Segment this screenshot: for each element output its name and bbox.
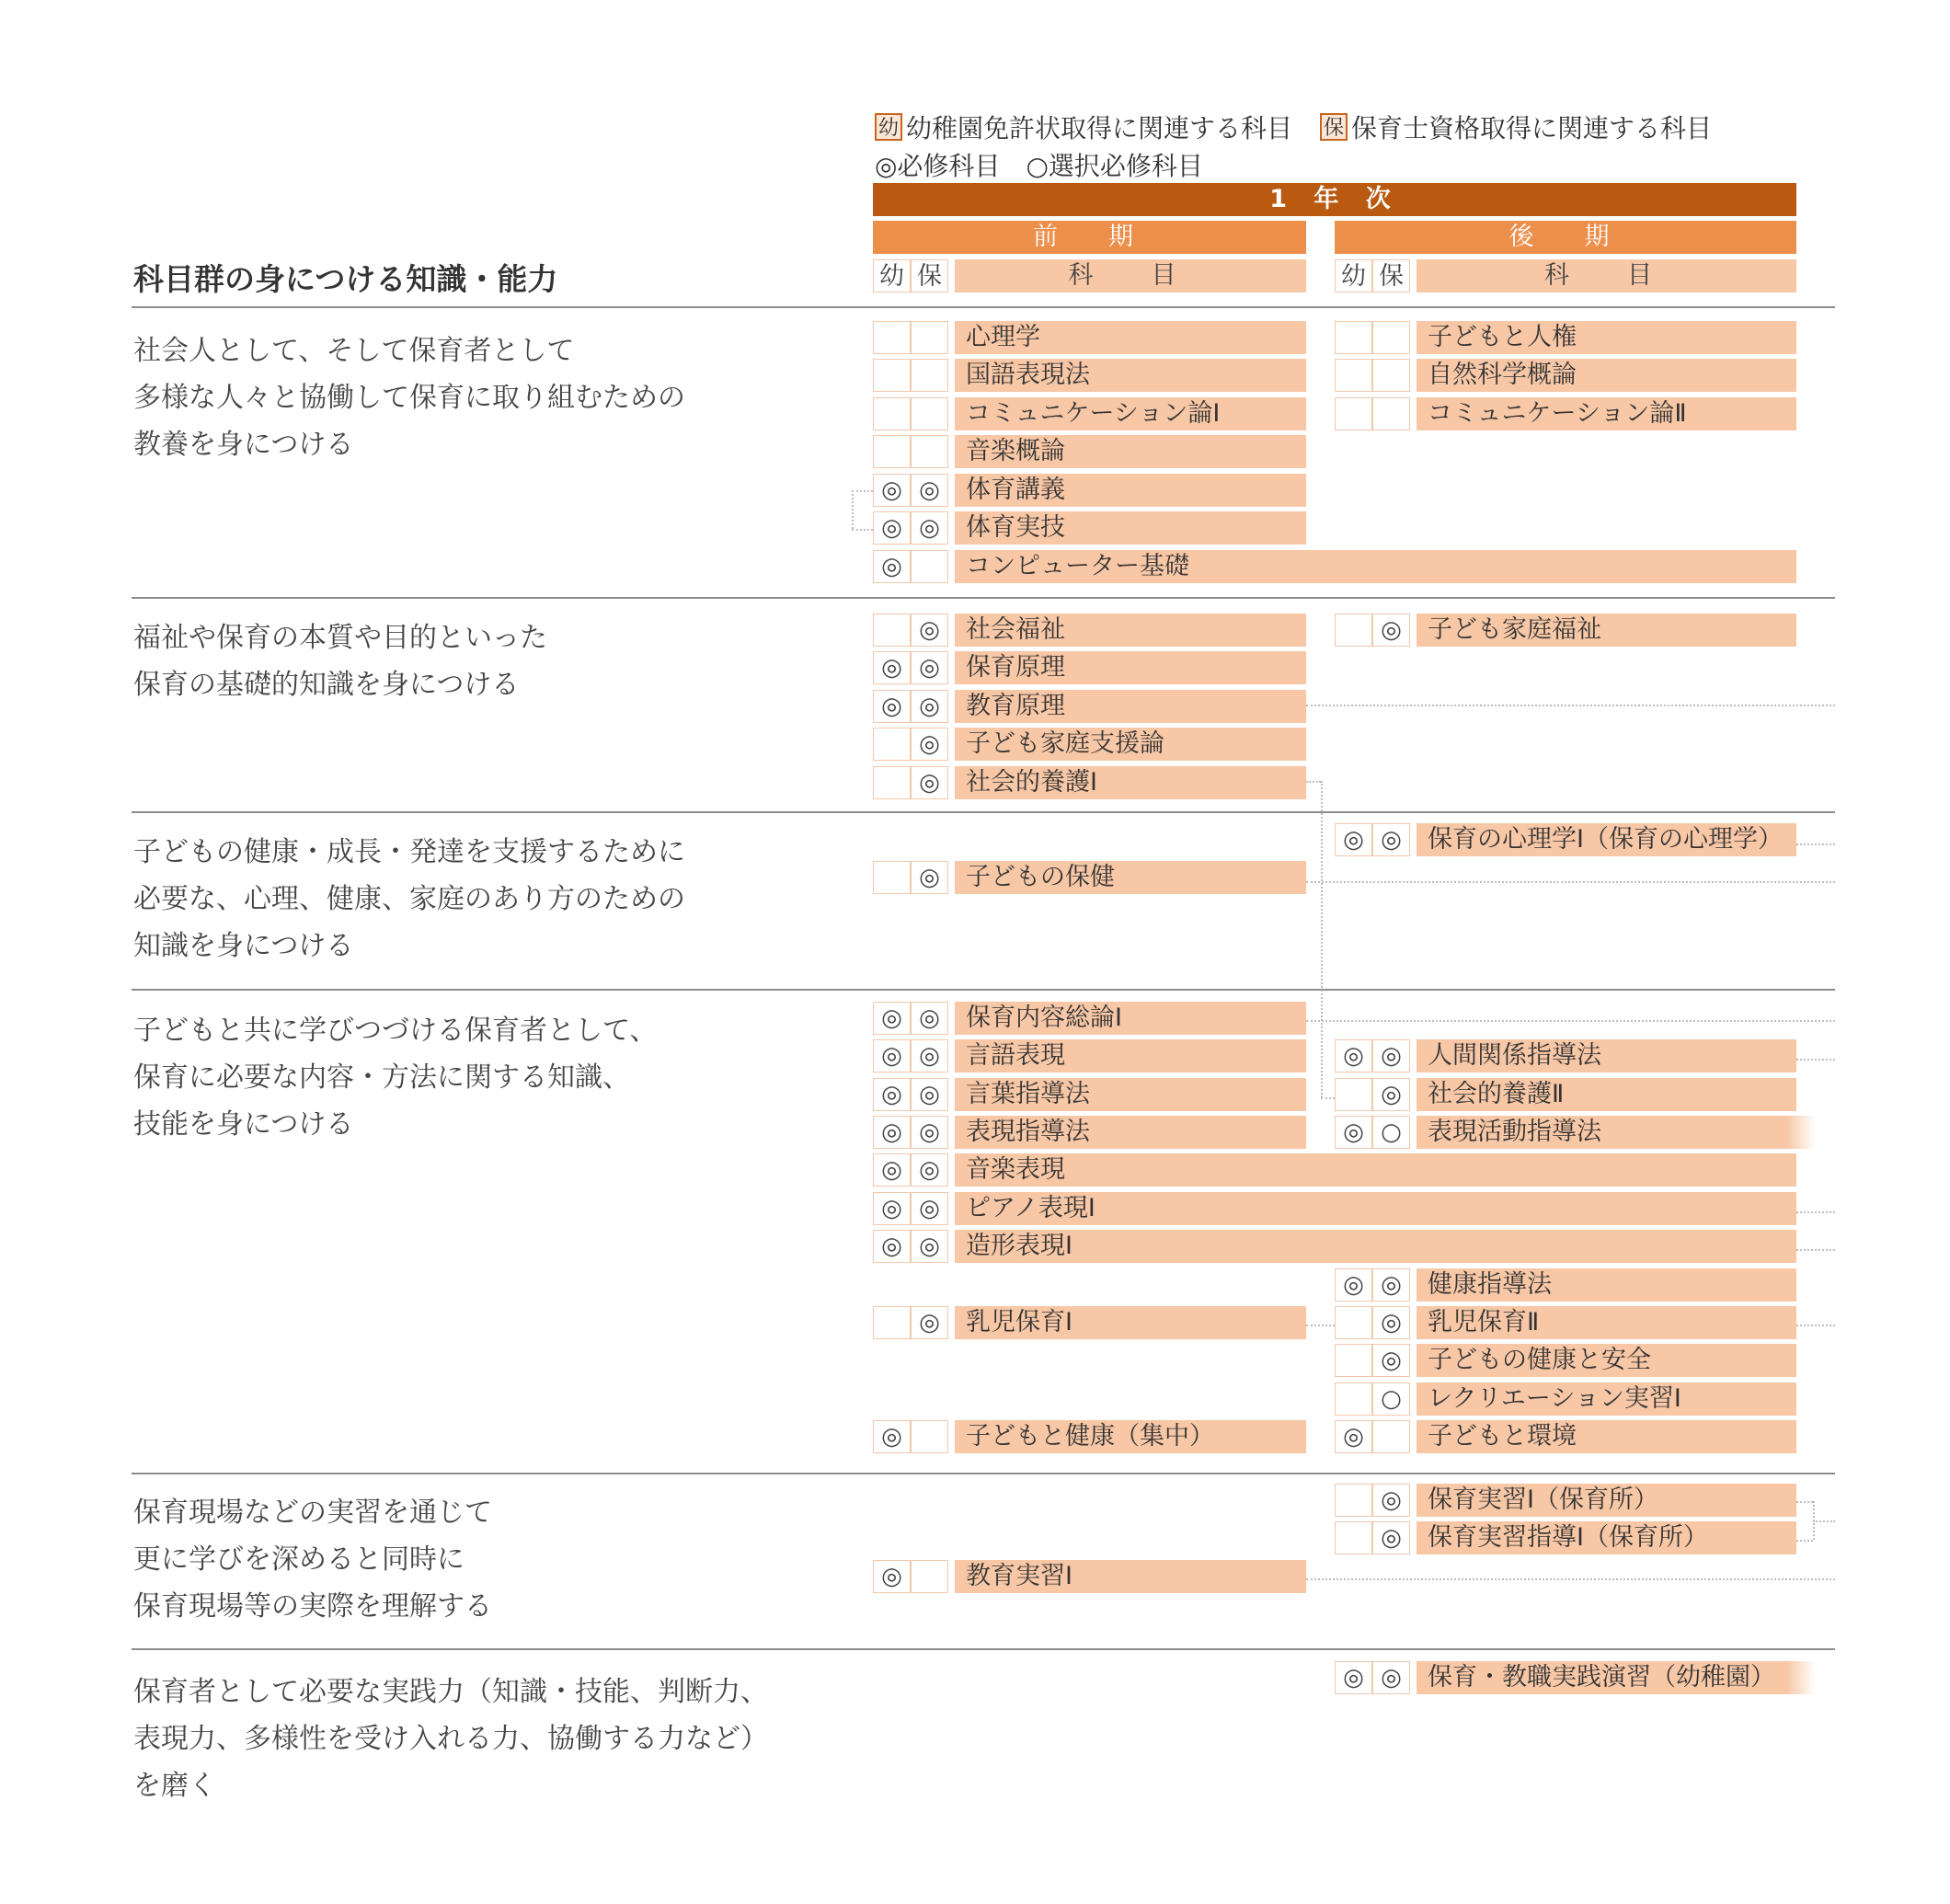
kindergarten-mark [1335,1306,1372,1339]
subject-name: レクリエーション実習Ⅰ [1417,1382,1796,1416]
kindergarten-mark [1335,321,1372,354]
subject-name: 保育実習指導Ⅰ（保育所） [1417,1521,1796,1554]
kindergarten-mark [873,614,911,647]
nursery-mark: ◎ [911,1230,948,1263]
subject-name: 保育・教職実践演習（幼稚園） [1417,1661,1815,1694]
kindergarten-mark: ◎ [873,1560,911,1593]
first-n-col-header: 保 [911,259,948,292]
group-desc-line: 保育現場などの実習を通じて [133,1497,492,1529]
group-desc-line: 多様な人々と協働して保育に取り組むための [133,382,685,414]
nursery-mark: ◎ [911,511,948,545]
nursery-mark: ◎ [911,1078,948,1111]
rule-4 [132,1473,1835,1474]
subject-name: 乳児保育Ⅰ [955,1306,1306,1339]
subject-name: 子どもと人権 [1417,321,1796,354]
connector-line [852,490,854,529]
group-desc-line: 教養を身につける [133,429,354,461]
nursery-mark [911,321,948,354]
kindergarten-mark [1335,1078,1372,1111]
nursery-mark [1372,1420,1410,1453]
kindergarten-mark: ◎ [873,1230,911,1263]
group-desc-6 [133,1669,768,1809]
kindergarten-mark [873,321,911,354]
kindergarten-mark [1335,1521,1372,1554]
kindergarten-mark [873,435,911,468]
subject-name: 保育実習Ⅰ（保育所） [1417,1484,1796,1517]
subject-name: 保育の心理学Ⅰ（保育の心理学） [1417,823,1796,856]
year-header: 1 年 次 [873,183,1796,216]
second-k-col-header: 幼 [1335,259,1372,292]
kindergarten-mark [873,766,911,799]
subject-name: 体育実技 [955,511,1306,545]
kindergarten-mark: ◎ [873,1153,911,1187]
nursery-mark: ◎ [1372,1039,1410,1072]
kindergarten-mark: ◎ [873,1192,911,1225]
group-desc-line: 子どもの健康・成長・発達を支援するために [133,836,685,868]
connector-line [1796,1211,1835,1213]
subject-name: 乳児保育Ⅱ [1417,1306,1796,1339]
group-desc-line: 必要な、心理、健康、家庭のあり方のための [133,883,685,915]
connector-line [1306,881,1835,883]
connector-line [1796,1325,1835,1326]
kindergarten-mark: ◎ [1335,823,1372,856]
subject-name: 子どもの保健 [955,861,1306,894]
rule-5 [132,1648,1835,1650]
group-desc-line: 保育現場等の実際を理解する [133,1590,492,1623]
nursery-mark: ◎ [911,1116,948,1149]
connector-line [1306,1325,1335,1326]
subject-name: 教育実習Ⅰ [955,1560,1306,1593]
nursery-mark [911,435,948,468]
group-desc-line: 保育者として必要な実践力（知識・技能、判断力、 [133,1676,768,1708]
nursery-mark [1372,321,1410,354]
subject-name: 保育内容総論Ⅰ [955,1002,1306,1035]
nursery-mark: ◎ [911,1153,948,1187]
nursery-mark: ◎ [911,651,948,684]
section-title: 科目群の身につける知識・能力 [133,261,558,297]
connector-line [1796,1501,1813,1503]
kindergarten-mark: ◎ [1335,1116,1372,1149]
kindergarten-mark: ◎ [873,1002,911,1035]
kindergarten-mark: ◎ [1335,1039,1372,1072]
kindergarten-mark [1335,359,1372,392]
rule-2 [132,811,1835,813]
subject-name: 表現指導法 [955,1116,1306,1149]
connector-line [1306,705,1835,706]
subject-name: 教育原理 [955,690,1306,723]
kindergarten-legend-icon: 幼 [875,113,902,141]
nursery-mark: ◎ [1372,1344,1410,1377]
second-subject-col-header: 科 目 [1417,259,1796,292]
group-desc-line: 福祉や保育の本質や目的といった [133,622,547,654]
kindergarten-mark [1335,1344,1372,1377]
nursery-mark: ◎ [1372,1661,1410,1694]
nursery-mark [911,550,948,583]
nursery-mark [1372,359,1410,392]
kindergarten-mark [873,728,911,761]
nursery-mark: ◎ [911,1039,948,1072]
kindergarten-mark: ◎ [873,651,911,684]
nursery-mark: ◎ [1372,614,1410,647]
first-term-header: 前 期 [873,221,1306,254]
nursery-mark: ◎ [911,1306,948,1339]
connector-line [1813,1520,1835,1522]
nursery-mark: ○ [1372,1116,1410,1149]
subject-name: 音楽概論 [955,435,1306,468]
subject-name: 子ども家庭支援論 [955,728,1306,761]
subject-name: コミュニケーション論Ⅱ [1417,397,1796,430]
subject-name: 子どもと健康（集中） [955,1420,1306,1453]
group-desc-4 [133,1007,657,1148]
subject-name: 体育講義 [955,474,1306,507]
kindergarten-mark: ◎ [873,1420,911,1453]
subject-name: ピアノ表現Ⅰ [955,1192,1796,1225]
nursery-mark: ◎ [1372,1078,1410,1111]
group-desc-3 [133,829,685,969]
kindergarten-mark: ◎ [873,511,911,545]
subject-name: 子どもの健康と安全 [1417,1344,1796,1377]
kindergarten-mark [1335,1382,1372,1416]
subject-name: 国語表現法 [955,359,1306,392]
nursery-mark: ◎ [911,766,948,799]
kindergarten-mark: ◎ [873,1039,911,1072]
subject-name: 心理学 [955,321,1306,354]
rule-header [132,306,1835,308]
subject-name: 子どもと環境 [1417,1420,1796,1453]
second-term-header: 後 期 [1335,221,1796,254]
connector-line [1796,1540,1813,1542]
group-desc-5 [133,1489,492,1630]
nursery-mark [911,397,948,430]
subject-name: 言語表現 [955,1039,1306,1072]
elective-legend: ○選択必修科目 [1026,151,1203,181]
second-n-col-header: 保 [1372,259,1410,292]
kindergarten-mark: ◎ [1335,1268,1372,1302]
kindergarten-mark [873,1306,911,1339]
subject-name: 音楽表現 [955,1153,1796,1187]
subject-name: 保育原理 [955,651,1306,684]
legend-line-1 [875,109,1712,145]
group-desc-1 [133,327,685,468]
kindergarten-mark: ◎ [1335,1420,1372,1453]
group-desc-line: 保育に必要な内容・方法に関する知識、 [133,1061,630,1094]
kindergarten-mark: ◎ [873,1078,911,1111]
first-subject-col-header: 科 目 [955,259,1306,292]
kindergarten-mark: ◎ [873,474,911,507]
nursery-mark: ◎ [1372,1521,1410,1554]
kindergarten-mark [1335,397,1372,430]
group-desc-line: 社会人として、そして保育者として [133,335,575,367]
nursery-mark: ◎ [911,614,948,647]
connector-line [1796,843,1835,845]
nursery-legend-icon: 保 [1320,113,1348,141]
kindergarten-mark [873,861,911,894]
subject-name: 社会的養護Ⅱ [1417,1078,1796,1111]
group-desc-line: 子どもと共に学びつづける保育者として、 [133,1015,658,1047]
subject-name: 子ども家庭福祉 [1417,614,1796,647]
kindergarten-mark: ◎ [1335,1661,1372,1694]
group-desc-2 [133,614,547,708]
nursery-mark: ◎ [911,690,948,723]
nursery-mark: ○ [1372,1382,1410,1416]
kindergarten-mark: ◎ [873,690,911,723]
nursery-mark: ◎ [911,728,948,761]
nursery-mark: ◎ [1372,1268,1410,1302]
kindergarten-mark: ◎ [873,550,911,583]
connector-line [1306,1578,1835,1580]
nursery-mark: ◎ [1372,1306,1410,1339]
nursery-mark [911,1560,948,1593]
group-desc-line: 更に学びを深めると同時に [133,1543,465,1576]
kindergarten-mark: ◎ [873,1116,911,1149]
nursery-mark: ◎ [1372,1484,1410,1517]
kindergarten-mark [873,397,911,430]
connector-line [1796,1249,1835,1251]
legend-line-2 [875,146,1203,183]
first-k-col-header: 幼 [873,259,911,292]
subject-name: 健康指導法 [1417,1268,1796,1302]
nursery-mark: ◎ [911,861,948,894]
required-legend: ◎必修科目 [875,151,1001,181]
connector-line [852,529,873,531]
subject-name: 自然科学概論 [1417,359,1796,392]
nursery-legend-text: 保育士資格取得に関連する科目 [1351,113,1713,143]
subject-name: 社会福祉 [955,614,1306,647]
kindergarten-mark [1335,1484,1372,1517]
kindergarten-mark [873,359,911,392]
subject-name: コミュニケーション論Ⅰ [955,397,1306,430]
nursery-mark [911,359,948,392]
subject-name: 社会的養護Ⅰ [955,766,1306,799]
subject-name: 言葉指導法 [955,1078,1306,1111]
nursery-mark: ◎ [1372,823,1410,856]
rule-3 [132,989,1835,991]
subject-name: 造形表現Ⅰ [955,1230,1796,1263]
connector-line [1796,1059,1835,1061]
kindergarten-mark [1335,614,1372,647]
nursery-mark: ◎ [911,1002,948,1035]
group-desc-line: 表現力、多様性を受け入れる力、協働する力など） [133,1723,768,1755]
connector-line [852,490,873,492]
subject-name: 人間関係指導法 [1417,1039,1796,1072]
nursery-mark: ◎ [911,474,948,507]
connector-line [1321,781,1323,1097]
rule-1 [132,597,1835,599]
kindergarten-legend-text: 幼稚園免許状取得に関連する科目 [906,113,1293,143]
connector-line [1321,1097,1335,1099]
nursery-mark: ◎ [911,1192,948,1225]
group-desc-line: を磨く [133,1770,216,1802]
connector-line [1306,1020,1835,1022]
nursery-mark [911,1420,948,1453]
subject-name: コンピューター基礎 [955,550,1796,583]
nursery-mark [1372,397,1410,430]
group-desc-line: 技能を身につける [133,1108,354,1141]
group-desc-line: 知識を身につける [133,930,354,962]
connector-line [1306,781,1321,783]
group-desc-line: 保育の基礎的知識を身につける [133,669,520,701]
subject-name: 表現活動指導法 [1417,1116,1815,1149]
